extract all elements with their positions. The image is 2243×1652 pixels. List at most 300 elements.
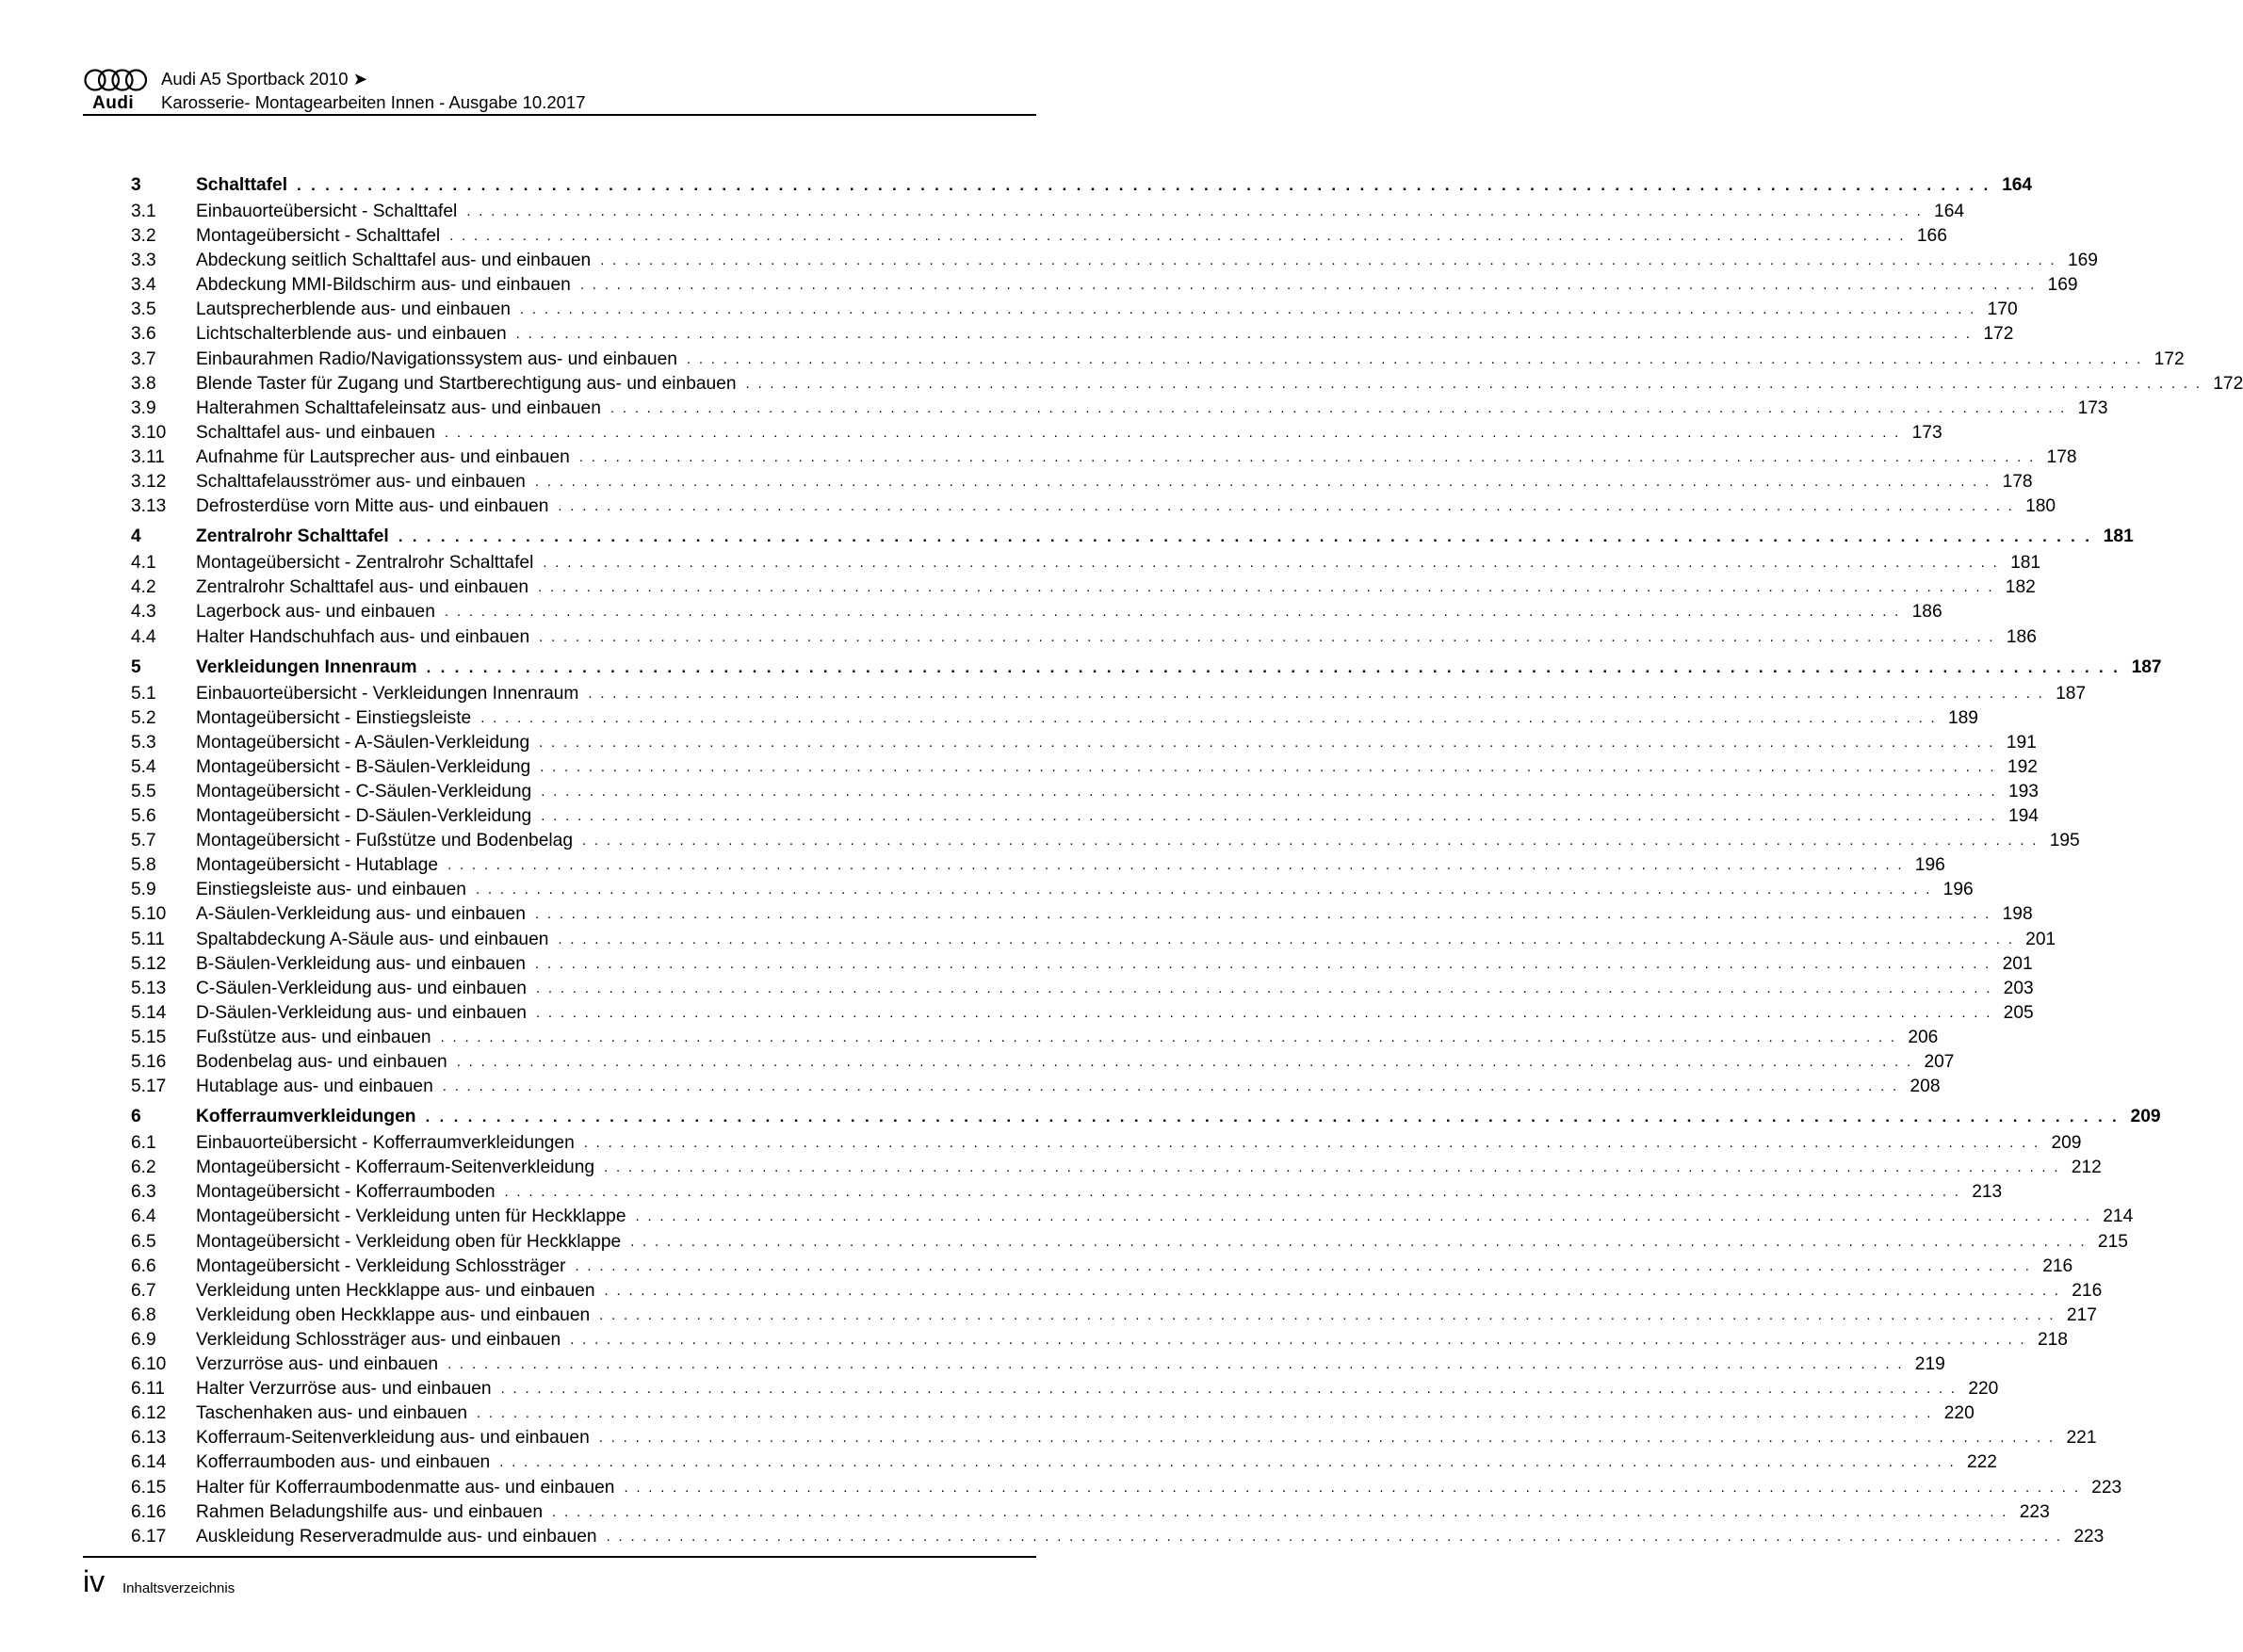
toc-entry-title: Lagerbock aus- und einbauen bbox=[196, 602, 435, 623]
toc-entry[interactable] bbox=[131, 1377, 1999, 1401]
toc-entry-number: 3.4 bbox=[131, 275, 156, 296]
page-number: iv bbox=[83, 1564, 106, 1598]
toc-entry[interactable] bbox=[131, 853, 1945, 878]
toc-entry-page: 219 bbox=[1914, 1354, 1945, 1375]
toc-dot-leader: . . . . . . . . . . . . . . . . . . . . . . . . . . . . . . . . . . . . . . . . . . . . . . . . . . . . . . . . . . . . . . . . . . . . . . . . . . . . . . . . . . . . . . . . . . . . . . . . . . . . . . . . . . . . . . . . . . . . . . . . bbox=[578, 448, 2036, 465]
toc-dot-leader: . . . . . . . . . . . . . . . . . . . . . . . . . . . . . . . . . . . . . . . . . . . . . . . . . . . . . . . . . . . . . . . . . . . . . . . . . . . . . . . . . . . . . . . . . . . . . . . . . . . . . . . . . . . . . . . . . . . . . . . . bbox=[442, 1078, 1899, 1095]
toc-dot-leader: . . . . . . . . . . . . . . . . . . . . . . . . . . . . . . . . . . . . . . . . . . . . . . . . . . . . . . . . . . . . . . . . . . . . . . . . . . . . . . . . . . . . . . . . . . . . . . . . . . . . . . . . . . . . . . . . . . . . . . . . bbox=[579, 277, 2037, 294]
toc-entry-number: 3.10 bbox=[131, 422, 167, 443]
toc-entry-page: 180 bbox=[2025, 496, 2056, 517]
toc-entry-line bbox=[196, 1401, 1975, 1426]
toc-chapter-entry[interactable] bbox=[131, 1102, 2161, 1131]
toc-entry-title: Verkleidung Schlossträger aus- und einbauen bbox=[196, 1329, 561, 1350]
toc-dot-leader: . . . . . . . . . . . . . . . . . . . . . . . . . . . . . . . . . . . . . . . . . . . . . . . . . . . . . . . . . . . . . . . . . . . . . . . . . . . . . . . . . . . . . . . . . . . . . . . . . . . . . . . . . . . . . . . . . . . . . . . . bbox=[499, 1454, 1956, 1471]
table-of-contents bbox=[131, 170, 2243, 1549]
toc-dot-leader: . . . . . . . . . . . . . . . . . . . . . . . . . . . . . . . . . . . . . . . . . . . . . . . . . . . . . . . . . . . . . . . . . . . . . . . . . . . . . . . . . . . . . . . . . . . . . . . . . . . . . . . . . . . . . . . . . . . . . . . . bbox=[610, 399, 2067, 416]
document-subtitle: Karosserie- Montagearbeiten Innen - Ausgabe 10.2017 bbox=[161, 92, 586, 112]
toc-entry-line bbox=[196, 1328, 2068, 1352]
toc-chapter-entry[interactable] bbox=[131, 522, 2134, 551]
toc-entry-line bbox=[196, 682, 2087, 706]
toc-entry[interactable] bbox=[131, 829, 2080, 853]
toc-entry[interactable] bbox=[131, 1500, 2050, 1525]
toc-entry[interactable] bbox=[131, 298, 2018, 322]
toc-entry-page: 209 bbox=[2130, 1107, 2161, 1127]
toc-dot-leader: . . . . . . . . . . . . . . . . . . . . . . . . . . . . . . . . . . . . . . . . . . . . . . . . . . . . . . . . . . . . . . . . . . . . . . . . . . . . . . . . . . . . . . . . . . . . . . . . . . . . . . . . . . . . . . . . . . . . . . . . bbox=[534, 955, 1991, 972]
toc-entry-number: 5.5 bbox=[131, 781, 156, 802]
toc-entry-number: 6.7 bbox=[131, 1280, 156, 1301]
toc-entry[interactable] bbox=[131, 682, 2087, 706]
toc-entry-page: 186 bbox=[1911, 602, 1942, 623]
toc-entry-title: Halterahmen Schalttafeleinsatz aus- und einbauen bbox=[196, 397, 601, 418]
toc-entry-number: 6.14 bbox=[131, 1452, 167, 1473]
toc-entry[interactable] bbox=[131, 878, 1974, 902]
toc-dot-leader: . . . . . . . . . . . . . . . . . . . . . . . . . . . . . . . . . . . . . . . . . . . . . . . . . . . . . . . . . . . . . . . . . . . . . . . . . . . . . . . . . . . . . . . . . . . . . . . . . . . . . . . . . . . . . . . . . . . . . . . . bbox=[535, 980, 1992, 996]
toc-entry-title: Defrosterdüse vorn Mitte aus- und einbauen bbox=[196, 496, 549, 517]
toc-entry-title: Schalttafelausströmer aus- und einbauen bbox=[196, 472, 526, 493]
toc-entry-page: 206 bbox=[1908, 1027, 1939, 1047]
toc-dot-leader: . . . . . . . . . . . . . . . . . . . . . . . . . . . . . . . . . . . . . . . . . . . . . . . . . . . . . . . . . . . . . . . . . . . . . . . . . . . . . . . . . . . . . . . . . . . . . . . . . . . . . . . . . . . . . . . . . . . . . . . . bbox=[558, 498, 2015, 515]
toc-dot-leader: . . . . . . . . . . . . . . . . . . . . . . . . . . . . . . . . . . . . . . . . . . . . . . . . . . . . . . . . . . . . . . . . . . . . . . . . . . . . . . . . . . . . . . . . . . . . . . . . . . . . . . . . . . . . . . . . . . . . . . . . bbox=[582, 833, 2039, 850]
toc-entry[interactable] bbox=[131, 1525, 2105, 1549]
toc-entry-page: 182 bbox=[2005, 577, 2036, 598]
toc-entry-number: 6 bbox=[131, 1107, 141, 1127]
toc-entry-title: Taschenhaken aus- und einbauen bbox=[196, 1403, 468, 1424]
toc-entry-number: 5.13 bbox=[131, 978, 167, 998]
logo-wordmark: Audi bbox=[92, 93, 135, 113]
toc-entry[interactable] bbox=[131, 1476, 2122, 1500]
toc-entry-line bbox=[196, 1156, 2102, 1180]
toc-entry-page: 201 bbox=[2025, 929, 2056, 949]
toc-entry[interactable] bbox=[131, 348, 2185, 372]
toc-entry-line bbox=[196, 1230, 2128, 1255]
toc-entry-title: Blende Taster für Zugang und Startberechtigung aus- und einbauen bbox=[196, 373, 737, 394]
toc-entry-line bbox=[196, 1205, 2134, 1229]
toc-entry-page: 192 bbox=[2007, 756, 2038, 777]
toc-entry-page: 189 bbox=[1947, 707, 1978, 728]
toc-entry-title: Auskleidung Reserveradmulde aus- und einbauen bbox=[196, 1526, 597, 1547]
toc-entry-line bbox=[196, 653, 2162, 682]
toc-entry[interactable] bbox=[131, 928, 2056, 952]
toc-entry[interactable] bbox=[131, 902, 2033, 927]
toc-entry-line bbox=[196, 1050, 1955, 1075]
toc-entry-number: 4.4 bbox=[131, 626, 156, 647]
toc-entry-page: 207 bbox=[1924, 1052, 1955, 1072]
toc-entry-line bbox=[196, 706, 1978, 731]
toc-entry-title: Bodenbelag aus- und einbauen bbox=[196, 1052, 447, 1072]
toc-entry-page: 172 bbox=[2213, 373, 2243, 394]
toc-dot-leader: . . . . . . . . . . . . . . . . . . . . . . . . . . . . . . . . . . . . . . . . . . . . . . . . . . . . . . . . . . . . . . . . . . . . . . . . . . . . . . . . . . . . . . . . . . . . . . . . . . . . . . . . . . . . . . . . . . . . . . . . bbox=[456, 1054, 1913, 1070]
toc-entry-line bbox=[196, 829, 2080, 853]
toc-dot-leader: . . . . . . . . . . . . . . . . . . . . . . . . . . . . . . . . . . . . . . . . . . . . . . . . . . . . . . . . . . . . . . . . . . . . . . . . . . . . . . . . . . . . . . . . . . . . . . . . . . . . . . . . . . . . . . . . . . . . . . . . bbox=[477, 1405, 1933, 1422]
toc-entry[interactable] bbox=[131, 1279, 2103, 1304]
toc-entry-number: 5.17 bbox=[131, 1077, 167, 1097]
toc-chapter-entry[interactable] bbox=[131, 170, 2033, 200]
toc-entry-number: 6.8 bbox=[131, 1304, 156, 1325]
toc-dot-leader: . . . . . . . . . . . . . . . . . . . . . . . . . . . . . . . . . . . . . . . . . . . . . . . . . . . . . . . . . . . . . . . . . . . . . . . . . . . . . . . . . . . . . . . . . . . . . . . . . . . . . . . . . . . . . . . . . . . . . . . . bbox=[538, 579, 1994, 596]
toc-entry-title: Lichtschalterblende aus- und einbauen bbox=[196, 324, 507, 345]
toc-chapter-entry[interactable] bbox=[131, 653, 2162, 682]
toc-entry[interactable] bbox=[131, 600, 1942, 624]
toc-dot-leader: . . . . . . . . . . . . . . . . . . . . . . . . . . . . . . . . . . . . . . . . . . . . . . . . . . . . . . . . . . . . . . . . . . . . . . . . . . . . . . . . . . . . . . . . . . . . . . . . . . . . . . . . . . . . . . . . . . . . . . . . bbox=[466, 203, 1924, 219]
toc-entry-number: 4.1 bbox=[131, 553, 156, 574]
toc-entry-number: 5.4 bbox=[131, 756, 156, 777]
toc-entry[interactable] bbox=[131, 1050, 1955, 1075]
toc-entry-line bbox=[196, 600, 1942, 624]
toc-dot-leader: . . . . . . . . . . . . . . . . . . . . . . . . . . . . . . . . . . . . . . . . . . . . . . . . . . . . . . . . . . . . . . . . . . . . . . . . . . . . . . . . . . . . . . . . . . . . . . . . . . . . . . . . . . . . . . . . . . . . . . . . bbox=[558, 931, 2015, 947]
toc-dot-leader: . . . . . . . . . . . . . . . . . . . . . . . . . . . . . . . . . . . . . . . . . . . . . . . . . . . . . . . . . . . . . . . . . . . . . . . . . . . . . . . . . . . . . . . . . . . . . . . . . . . . . . . . . . . . . . . . . . . . . . . . bbox=[519, 301, 1976, 318]
toc-entry[interactable] bbox=[131, 1450, 1997, 1475]
toc-dot-leader: . . . . . . . . . . . . . . . . . . . . . . . . . . . . . . . . . . . . . . . . . . . . . . . . . . . . . . . . . . . . . . . . . . . . . . . . . . . . . . . . . . . . . . . . . . . . . . . . . . . . . . . . . . . . . . . . . . . . . . . . bbox=[599, 1306, 2056, 1323]
toc-dot-leader: . . . . . . . . . . . . . . . . . . . . . . . . . . . . . . . . . . . . . . . . . . . . . . . . . . . . . . . . . . . . . . . . . . . . . . . . . . . . . . . . . . . . . . . . . . . . . . . . . . . . . . . . . . . . . . . . . . . . . . . . bbox=[539, 628, 1995, 645]
toc-dot-leader: . . . . . . . . . . . . . . . . . . . . . . . . . . . . . . . . . . . . . . . . . . . . . . . . . . . . . . . . . . . . . . . . . . . . . . . . . . . . . . . . . . . . . . . . . . . . . . . . . . . . . . . . . . . . . . . . . . . . . . . . bbox=[535, 1004, 1992, 1021]
toc-dot-leader: . . . . . . . . . . . . . . . . . . . . . . . . . . . . . . . . . . . . . . . . . . . . . . . . . . . . . . . . . . . . . . . . . . . . . . . . . . . . . . . . . . . . . . . . . . . . . . . . . . . . . . . . . . . . . . . . . . . . . . . . bbox=[686, 350, 2143, 367]
toc-entry-line bbox=[196, 575, 2036, 600]
toc-entry[interactable] bbox=[131, 731, 2037, 755]
toc-entry-number: 5.9 bbox=[131, 880, 156, 900]
toc-entry-line bbox=[196, 1476, 2122, 1500]
toc-entry-line bbox=[196, 397, 2108, 421]
toc-entry[interactable] bbox=[131, 1426, 2097, 1450]
toc-entry-title: Montageübersicht - Verkleidung unten für Heckklappe bbox=[196, 1207, 626, 1227]
toc-entry-number: 3.6 bbox=[131, 324, 156, 345]
toc-entry-title: Montageübersicht - C-Säulen-Verkleidung bbox=[196, 781, 532, 802]
toc-entry-page: 198 bbox=[2002, 904, 2033, 925]
toc-entry-number: 5 bbox=[131, 656, 141, 677]
toc-entry-page: 166 bbox=[1916, 226, 1947, 247]
toc-dot-leader: . . . . . . . . . . . . . . . . . . . . . . . . . . . . . . . . . . . . . . . . . . . . . . . . . . . . . . . . . . . . . . . . . . . . . . . . . . . . . . . . . . . . . . . . . . . . . . . . . . . . . . . . . . . . . . . . . . . . . . . . bbox=[543, 555, 2000, 572]
toc-entry-page: 196 bbox=[1914, 855, 1945, 876]
toc-entry-number: 6.11 bbox=[131, 1379, 165, 1400]
toc-entry-number: 6.13 bbox=[131, 1428, 167, 1449]
toc-entry-title: Montageübersicht - Kofferraum-Seitenverkleidung bbox=[196, 1158, 595, 1178]
toc-entry-page: 191 bbox=[2006, 732, 2037, 753]
toc-entry-title: Montageübersicht - Zentralrohr Schalttafel bbox=[196, 553, 534, 574]
toc-entry[interactable] bbox=[131, 575, 2036, 600]
toc-entry[interactable] bbox=[131, 421, 1942, 445]
toc-entry-line bbox=[196, 1450, 1997, 1475]
toc-entry-title: Montageübersicht - Verkleidung oben für Heckklappe bbox=[196, 1231, 622, 1252]
toc-dot-leader: . . . . . . . . . . . . . . . . . . . . . . . . . . . . . . . . . . . . . . . . . . . . . . . . . . . . . . . . . . . . . . . . . . . . . . . . . . . . . . . . . . . . . . . . . . . . . . . . . . . . . . . . . . . . . . . . . . . . . . . . bbox=[426, 657, 2121, 676]
toc-entry-page: 193 bbox=[2007, 781, 2039, 802]
toc-dot-leader: . . . . . . . . . . . . . . . . . . . . . . . . . . . . . . . . . . . . . . . . . . . . . . . . . . . . . . . . . . . . . . . . . . . . . . . . . . . . . . . . . . . . . . . . . . . . . . . . . . . . . . . . . . . . . . . . . . . . . . . . bbox=[604, 1159, 2060, 1176]
audi-rings-icon bbox=[83, 68, 149, 92]
toc-entry-title: Verkleidungen Innenraum bbox=[196, 656, 417, 677]
toc-entry-title: Einbaurahmen Radio/Navigationssystem aus- und einbauen bbox=[196, 348, 677, 369]
toc-entry-title: Kofferraum-Seitenverkleidung aus- und einbauen bbox=[196, 1428, 590, 1449]
toc-entry-title: Montageübersicht - B-Säulen-Verkleidung bbox=[196, 756, 531, 777]
toc-entry-number: 4 bbox=[131, 526, 141, 547]
toc-entry[interactable] bbox=[131, 1180, 2003, 1205]
toc-entry-title: Kofferraumboden aus- und einbauen bbox=[196, 1452, 491, 1473]
toc-dot-leader: . . . . . . . . . . . . . . . . . . . . . . . . . . . . . . . . . . . . . . . . . . . . . . . . . . . . . . . . . . . . . . . . . . . . . . . . . . . . . . . . . . . . . . . . . . . . . . . . . . . . . . . . . . . . . . . . . . . . . . . . bbox=[398, 527, 2092, 546]
toc-entry[interactable] bbox=[131, 322, 2014, 347]
toc-entry-number: 5.2 bbox=[131, 707, 156, 728]
toc-entry[interactable] bbox=[131, 1156, 2102, 1180]
toc-dot-leader: . . . . . . . . . . . . . . . . . . . . . . . . . . . . . . . . . . . . . . . . . . . . . . . . . . . . . . . . . . . . . . . . . . . . . . . . . . . . . . . . . . . . . . . . . . . . . . . . . . . . . . . . . . . . . . . . . . . . . . . . bbox=[606, 1528, 2063, 1545]
toc-entry-page: 178 bbox=[2046, 446, 2077, 467]
toc-dot-leader: . . . . . . . . . . . . . . . . . . . . . . . . . . . . . . . . . . . . . . . . . . . . . . . . . . . . . . . . . . . . . . . . . . . . . . . . . . . . . . . . . . . . . . . . . . . . . . . . . . . . . . . . . . . . . . . . . . . . . . . . bbox=[588, 685, 2045, 702]
toc-entry-number: 6.3 bbox=[131, 1182, 156, 1203]
toc-entry[interactable] bbox=[131, 249, 2098, 273]
toc-entry[interactable] bbox=[131, 494, 2056, 519]
toc-entry-page: 172 bbox=[2154, 348, 2185, 369]
toc-entry-page: 201 bbox=[2002, 953, 2033, 974]
toc-entry-line bbox=[196, 878, 1974, 902]
toc-entry-number: 6.15 bbox=[131, 1477, 167, 1498]
toc-entry-title: Einbauorteübersicht - Verkleidungen Innenraum bbox=[196, 683, 579, 704]
toc-entry-line bbox=[196, 348, 2185, 372]
toc-entry-number: 5.11 bbox=[131, 929, 165, 949]
toc-dot-leader: . . . . . . . . . . . . . . . . . . . . . . . . . . . . . . . . . . . . . . . . . . . . . . . . . . . . . . . . . . . . . . . . . . . . . . . . . . . . . . . . . . . . . . . . . . . . . . . . . . . . . . . . . . . . . . . . . . . . . . . . bbox=[598, 1430, 2056, 1447]
toc-dot-leader: . . . . . . . . . . . . . . . . . . . . . . . . . . . . . . . . . . . . . . . . . . . . . . . . . . . . . . . . . . . . . . . . . . . . . . . . . . . . . . . . . . . . . . . . . . . . . . . . . . . . . . . . . . . . . . . . . . . . . . . . bbox=[480, 709, 1937, 726]
toc-entry[interactable] bbox=[131, 706, 1978, 731]
toc-entry-title: Schalttafel bbox=[196, 175, 288, 195]
toc-entry-line bbox=[196, 551, 2041, 575]
toc-entry-title: Fußstütze aus- und einbauen bbox=[196, 1027, 431, 1047]
toc-entry-title: Einbauorteübersicht - Kofferraumverkleidungen bbox=[196, 1133, 575, 1154]
toc-dot-leader: . . . . . . . . . . . . . . . . . . . . . . . . . . . . . . . . . . . . . . . . . . . . . . . . . . . . . . . . . . . . . . . . . . . . . . . . . . . . . . . . . . . . . . . . . . . . . . . . . . . . . . . . . . . . . . . . . . . . . . . . bbox=[541, 808, 1997, 825]
toc-entry-title: Halter für Kofferraumbodenmatte aus- und einbauen bbox=[196, 1477, 615, 1498]
toc-entry-line bbox=[196, 1102, 2161, 1131]
toc-entry-page: 195 bbox=[2049, 831, 2080, 851]
toc-entry-page: 213 bbox=[1972, 1182, 2003, 1203]
toc-entry-title: Montageübersicht - A-Säulen-Verkleidung bbox=[196, 732, 530, 753]
toc-entry[interactable] bbox=[131, 1001, 2034, 1026]
toc-entry[interactable] bbox=[131, 804, 2039, 829]
toc-dot-leader: . . . . . . . . . . . . . . . . . . . . . . . . . . . . . . . . . . . . . . . . . . . . . . . . . . . . . . . . . . . . . . . . . . . . . . . . . . . . . . . . . . . . . . . . . . . . . . . . . . . . . . . . . . . . . . . . . . . . . . . . bbox=[540, 758, 1996, 775]
toc-entry[interactable] bbox=[131, 273, 2078, 298]
toc-dot-leader: . . . . . . . . . . . . . . . . . . . . . . . . . . . . . . . . . . . . . . . . . . . . . . . . . . . . . . . . . . . . . . . . . . . . . . . . . . . . . . . . . . . . . . . . . . . . . . . . . . . . . . . . . . . . . . . . . . . . . . . . bbox=[500, 1381, 1958, 1398]
toc-entry-title: B-Säulen-Verkleidung aus- und einbauen bbox=[196, 953, 526, 974]
toc-entry-page: 218 bbox=[2037, 1329, 2068, 1350]
toc-entry-title: Montageübersicht - Schalttafel bbox=[196, 226, 441, 247]
toc-entry-line bbox=[196, 928, 2056, 952]
toc-entry-line bbox=[196, 1279, 2103, 1304]
toc-dot-leader: . . . . . . . . . . . . . . . . . . . . . . . . . . . . . . . . . . . . . . . . . . . . . . . . . . . . . . . . . . . . . . . . . . . . . . . . . . . . . . . . . . . . . . . . . . . . . . . . . . . . . . . . . . . . . . . . . . . . . . . . bbox=[425, 1108, 2120, 1126]
toc-dot-leader: . . . . . . . . . . . . . . . . . . . . . . . . . . . . . . . . . . . . . . . . . . . . . . . . . . . . . . . . . . . . . . . . . . . . . . . . . . . . . . . . . . . . . . . . . . . . . . . . . . . . . . . . . . . . . . . . . . . . . . . . bbox=[475, 882, 1932, 899]
toc-entry-line bbox=[196, 1500, 2050, 1525]
toc-entry[interactable] bbox=[131, 1255, 2073, 1279]
toc-entry-title: Montageübersicht - D-Säulen-Verkleidung bbox=[196, 806, 532, 827]
toc-entry-line bbox=[196, 804, 2039, 829]
toc-entry-page: 223 bbox=[2091, 1477, 2122, 1498]
toc-entry[interactable] bbox=[131, 1205, 2134, 1229]
toc-entry-page: 187 bbox=[2131, 656, 2162, 677]
toc-entry-number: 6.5 bbox=[131, 1231, 156, 1252]
toc-entry-title: A-Säulen-Verkleidung aus- und einbauen bbox=[196, 904, 526, 925]
toc-entry[interactable] bbox=[131, 1075, 1941, 1099]
toc-entry-page: 187 bbox=[2056, 683, 2087, 704]
toc-entry-page: 178 bbox=[2002, 472, 2033, 493]
toc-entry-page: 220 bbox=[1968, 1379, 1999, 1400]
toc-dot-leader: . . . . . . . . . . . . . . . . . . . . . . . . . . . . . . . . . . . . . . . . . . . . . . . . . . . . . . . . . . . . . . . . . . . . . . . . . . . . . . . . . . . . . . . . . . . . . . . . . . . . . . . . . . . . . . . . . . . . . . . . bbox=[297, 176, 1991, 194]
toc-entry-line bbox=[196, 170, 2033, 200]
toc-entry-number: 3.2 bbox=[131, 226, 156, 247]
toc-entry-line bbox=[196, 731, 2037, 755]
toc-entry-title: Einstiegsleiste aus- und einbauen bbox=[196, 880, 466, 900]
toc-entry-line bbox=[196, 249, 2098, 273]
toc-dot-leader: . . . . . . . . . . . . . . . . . . . . . . . . . . . . . . . . . . . . . . . . . . . . . . . . . . . . . . . . . . . . . . . . . . . . . . . . . . . . . . . . . . . . . . . . . . . . . . . . . . . . . . . . . . . . . . . . . . . . . . . . bbox=[444, 604, 1901, 621]
toc-entry-page: 221 bbox=[2066, 1428, 2097, 1449]
toc-dot-leader: . . . . . . . . . . . . . . . . . . . . . . . . . . . . . . . . . . . . . . . . . . . . . . . . . . . . . . . . . . . . . . . . . . . . . . . . . . . . . . . . . . . . . . . . . . . . . . . . . . . . . . . . . . . . . . . . . . . . . . . . bbox=[504, 1184, 1961, 1201]
toc-entry[interactable] bbox=[131, 780, 2039, 804]
toc-entry-number: 6.9 bbox=[131, 1329, 156, 1350]
toc-entry-line bbox=[196, 625, 2037, 650]
toc-entry-number: 5.12 bbox=[131, 953, 167, 974]
toc-entry-title: Abdeckung MMI-Bildschirm aus- und einbauen bbox=[196, 275, 571, 296]
toc-entry-page: 212 bbox=[2071, 1158, 2102, 1178]
toc-entry-title: Spaltabdeckung A-Säule aus- und einbauen bbox=[196, 929, 549, 949]
toc-entry[interactable] bbox=[131, 372, 2243, 397]
toc-entry-number: 6.12 bbox=[131, 1403, 167, 1424]
toc-entry-title: Verkleidung unten Heckklappe aus- und einbauen bbox=[196, 1280, 595, 1301]
toc-entry-line bbox=[196, 1525, 2105, 1549]
toc-entry[interactable] bbox=[131, 397, 2108, 421]
audi-logo bbox=[83, 66, 149, 113]
toc-entry-page: 223 bbox=[2019, 1501, 2050, 1522]
toc-entry-page: 220 bbox=[1943, 1403, 1975, 1424]
toc-entry-title: Zentralrohr Schalttafel bbox=[196, 526, 389, 547]
toc-entry[interactable] bbox=[131, 1230, 2128, 1255]
toc-entry-page: 208 bbox=[1910, 1077, 1941, 1097]
toc-entry-title: Montageübersicht - Verkleidung Schlossträger bbox=[196, 1255, 566, 1276]
toc-entry-number: 6.17 bbox=[131, 1526, 167, 1547]
toc-entry-page: 223 bbox=[2073, 1526, 2105, 1547]
toc-entry-number: 3.13 bbox=[131, 496, 167, 517]
toc-entry[interactable] bbox=[131, 1401, 1975, 1426]
toc-dot-leader: . . . . . . . . . . . . . . . . . . . . . . . . . . . . . . . . . . . . . . . . . . . . . . . . . . . . . . . . . . . . . . . . . . . . . . . . . . . . . . . . . . . . . . . . . . . . . . . . . . . . . . . . . . . . . . . . . . . . . . . . bbox=[534, 474, 1991, 491]
toc-entry-line bbox=[196, 224, 1947, 249]
toc-entry-number: 6.10 bbox=[131, 1354, 167, 1375]
toc-entry[interactable] bbox=[131, 470, 2033, 494]
toc-entry-title: Kofferraumverkleidungen bbox=[196, 1107, 416, 1127]
toc-entry-line bbox=[196, 780, 2039, 804]
toc-dot-leader: . . . . . . . . . . . . . . . . . . . . . . . . . . . . . . . . . . . . . . . . . . . . . . . . . . . . . . . . . . . . . . . . . . . . . . . . . . . . . . . . . . . . . . . . . . . . . . . . . . . . . . . . . . . . . . . . . . . . . . . . bbox=[539, 734, 1995, 751]
toc-entry-page: 169 bbox=[2067, 251, 2098, 271]
toc-entry-page: 216 bbox=[2072, 1280, 2103, 1301]
toc-entry-number: 5.1 bbox=[131, 683, 156, 704]
toc-entry[interactable] bbox=[131, 551, 2041, 575]
toc-entry-line bbox=[196, 1001, 2034, 1026]
toc-entry-title: Lautsprecherblende aus- und einbauen bbox=[196, 300, 511, 320]
toc-entry-title: Schalttafel aus- und einbauen bbox=[196, 422, 435, 443]
toc-dot-leader: . . . . . . . . . . . . . . . . . . . . . . . . . . . . . . . . . . . . . . . . . . . . . . . . . . . . . . . . . . . . . . . . . . . . . . . . . . . . . . . . . . . . . . . . . . . . . . . . . . . . . . . . . . . . . . . . . . . . . . . . bbox=[440, 1028, 1897, 1045]
toc-entry-line bbox=[196, 977, 2034, 1001]
toc-entry-number: 5.14 bbox=[131, 1002, 167, 1023]
toc-dot-leader: . . . . . . . . . . . . . . . . . . . . . . . . . . . . . . . . . . . . . . . . . . . . . . . . . . . . . . . . . . . . . . . . . . . . . . . . . . . . . . . . . . . . . . . . . . . . . . . . . . . . . . . . . . . . . . . . . . . . . . . . bbox=[447, 857, 1904, 874]
toc-entry[interactable] bbox=[131, 1352, 1945, 1377]
toc-entry-number: 6.16 bbox=[131, 1501, 167, 1522]
toc-entry-title: Verkleidung oben Heckklappe aus- und einbauen bbox=[196, 1304, 591, 1325]
toc-entry-title: Rahmen Beladungshilfe aus- und einbauen bbox=[196, 1501, 544, 1522]
toc-entry-page: 214 bbox=[2103, 1207, 2134, 1227]
toc-entry-line bbox=[196, 494, 2056, 519]
toc-dot-leader: . . . . . . . . . . . . . . . . . . . . . . . . . . . . . . . . . . . . . . . . . . . . . . . . . . . . . . . . . . . . . . . . . . . . . . . . . . . . . . . . . . . . . . . . . . . . . . . . . . . . . . . . . . . . . . . . . . . . . . . . bbox=[583, 1135, 2040, 1152]
toc-entry-number: 5.16 bbox=[131, 1052, 167, 1072]
toc-entry-line bbox=[196, 298, 2018, 322]
toc-dot-leader: . . . . . . . . . . . . . . . . . . . . . . . . . . . . . . . . . . . . . . . . . . . . . . . . . . . . . . . . . . . . . . . . . . . . . . . . . . . . . . . . . . . . . . . . . . . . . . . . . . . . . . . . . . . . . . . . . . . . . . . . bbox=[515, 326, 1973, 343]
toc-entry-number: 6.1 bbox=[131, 1133, 156, 1154]
toc-entry-number: 3 bbox=[131, 175, 141, 195]
toc-entry-line bbox=[196, 273, 2078, 298]
toc-entry[interactable] bbox=[131, 1131, 2082, 1156]
toc-entry-number: 6.6 bbox=[131, 1255, 156, 1276]
toc-entry-page: 186 bbox=[2006, 626, 2037, 647]
toc-entry-page: 170 bbox=[1987, 300, 2018, 320]
toc-entry-page: 196 bbox=[1942, 880, 1974, 900]
toc-entry-page: 203 bbox=[2003, 978, 2034, 998]
toc-entry-number: 6.2 bbox=[131, 1158, 156, 1178]
toc-dot-leader: . . . . . . . . . . . . . . . . . . . . . . . . . . . . . . . . . . . . . . . . . . . . . . . . . . . . . . . . . . . . . . . . . . . . . . . . . . . . . . . . . . . . . . . . . . . . . . . . . . . . . . . . . . . . . . . . . . . . . . . . bbox=[444, 424, 1901, 441]
toc-entry[interactable] bbox=[131, 1328, 2068, 1352]
toc-entry-page: 209 bbox=[2051, 1133, 2082, 1154]
toc-dot-leader: . . . . . . . . . . . . . . . . . . . . . . . . . . . . . . . . . . . . . . . . . . . . . . . . . . . . . . . . . . . . . . . . . . . . . . . . . . . . . . . . . . . . . . . . . . . . . . . . . . . . . . . . . . . . . . . . . . . . . . . . bbox=[745, 375, 2202, 392]
toc-entry-title: Hutablage aus- und einbauen bbox=[196, 1077, 433, 1097]
toc-entry-number: 4.2 bbox=[131, 577, 156, 598]
toc-entry[interactable] bbox=[131, 445, 2077, 470]
toc-dot-leader: . . . . . . . . . . . . . . . . . . . . . . . . . . . . . . . . . . . . . . . . . . . . . . . . . . . . . . . . . . . . . . . . . . . . . . . . . . . . . . . . . . . . . . . . . . . . . . . . . . . . . . . . . . . . . . . . . . . . . . . . bbox=[604, 1282, 2061, 1299]
toc-dot-leader: . . . . . . . . . . . . . . . . . . . . . . . . . . . . . . . . . . . . . . . . . . . . . . . . . . . . . . . . . . . . . . . . . . . . . . . . . . . . . . . . . . . . . . . . . . . . . . . . . . . . . . . . . . . . . . . . . . . . . . . . bbox=[541, 783, 1997, 800]
toc-entry-line bbox=[196, 952, 2033, 977]
toc-entry-line bbox=[196, 1180, 2003, 1205]
toc-entry-number: 3.12 bbox=[131, 472, 167, 493]
toc-entry-title: Einbauorteübersicht - Schalttafel bbox=[196, 202, 458, 221]
toc-dot-leader: . . . . . . . . . . . . . . . . . . . . . . . . . . . . . . . . . . . . . . . . . . . . . . . . . . . . . . . . . . . . . . . . . . . . . . . . . . . . . . . . . . . . . . . . . . . . . . . . . . . . . . . . . . . . . . . . . . . . . . . . bbox=[600, 252, 2056, 269]
toc-entry-line bbox=[196, 200, 1965, 224]
toc-entry-title: Zentralrohr Schalttafel aus- und einbauen bbox=[196, 577, 529, 598]
toc-entry[interactable] bbox=[131, 224, 1947, 249]
toc-entry-line bbox=[196, 522, 2134, 551]
toc-entry[interactable] bbox=[131, 200, 1965, 224]
toc-entry-number: 3.5 bbox=[131, 300, 156, 320]
toc-entry-page: 216 bbox=[2042, 1255, 2073, 1276]
toc-dot-leader: . . . . . . . . . . . . . . . . . . . . . . . . . . . . . . . . . . . . . . . . . . . . . . . . . . . . . . . . . . . . . . . . . . . . . . . . . . . . . . . . . . . . . . . . . . . . . . . . . . . . . . . . . . . . . . . . . . . . . . . . bbox=[635, 1208, 2092, 1225]
toc-entry-number: 5.7 bbox=[131, 831, 156, 851]
toc-entry[interactable] bbox=[131, 977, 2034, 1001]
toc-entry-title: Montageübersicht - Kofferraumboden bbox=[196, 1182, 496, 1203]
toc-entry-title: Montageübersicht - Fußstütze und Bodenbelag bbox=[196, 831, 573, 851]
toc-entry-page: 169 bbox=[2047, 275, 2078, 296]
toc-entry-line bbox=[196, 853, 1945, 878]
toc-entry-page: 164 bbox=[1934, 202, 1965, 221]
toc-dot-leader: . . . . . . . . . . . . . . . . . . . . . . . . . . . . . . . . . . . . . . . . . . . . . . . . . . . . . . . . . . . . . . . . . . . . . . . . . . . . . . . . . . . . . . . . . . . . . . . . . . . . . . . . . . . . . . . . . . . . . . . . bbox=[570, 1331, 2026, 1348]
toc-entry-number: 3.9 bbox=[131, 397, 156, 418]
toc-entry-number: 3.7 bbox=[131, 348, 156, 369]
toc-entry-line bbox=[196, 1377, 1999, 1401]
toc-entry-page: 217 bbox=[2066, 1304, 2097, 1325]
toc-entry[interactable] bbox=[131, 755, 2038, 780]
toc-entry-page: 215 bbox=[2097, 1231, 2128, 1252]
toc-entry[interactable] bbox=[131, 1026, 1939, 1050]
toc-dot-leader: . . . . . . . . . . . . . . . . . . . . . . . . . . . . . . . . . . . . . . . . . . . . . . . . . . . . . . . . . . . . . . . . . . . . . . . . . . . . . . . . . . . . . . . . . . . . . . . . . . . . . . . . . . . . . . . . . . . . . . . . bbox=[624, 1479, 2081, 1496]
toc-dot-leader: . . . . . . . . . . . . . . . . . . . . . . . . . . . . . . . . . . . . . . . . . . . . . . . . . . . . . . . . . . . . . . . . . . . . . . . . . . . . . . . . . . . . . . . . . . . . . . . . . . . . . . . . . . . . . . . . . . . . . . . . bbox=[449, 228, 1906, 245]
toc-entry-line bbox=[196, 445, 2077, 470]
toc-entry-page: 181 bbox=[2103, 526, 2134, 547]
toc-entry-number: 4.3 bbox=[131, 602, 156, 623]
toc-entry[interactable] bbox=[131, 625, 2037, 650]
toc-entry-title: Aufnahme für Lautsprecher aus- und einbauen bbox=[196, 446, 570, 467]
toc-entry-number: 3.1 bbox=[131, 202, 156, 221]
toc-entry-line bbox=[196, 1352, 1945, 1377]
toc-entry-page: 194 bbox=[2007, 806, 2039, 827]
toc-entry[interactable] bbox=[131, 1304, 2097, 1328]
toc-entry[interactable] bbox=[131, 952, 2033, 977]
toc-entry-number: 3.11 bbox=[131, 446, 165, 467]
toc-entry-page: 173 bbox=[2077, 397, 2108, 418]
toc-entry-page: 172 bbox=[1983, 324, 2014, 345]
toc-entry-line bbox=[196, 1075, 1941, 1099]
toc-entry-number: 3.3 bbox=[131, 251, 156, 271]
